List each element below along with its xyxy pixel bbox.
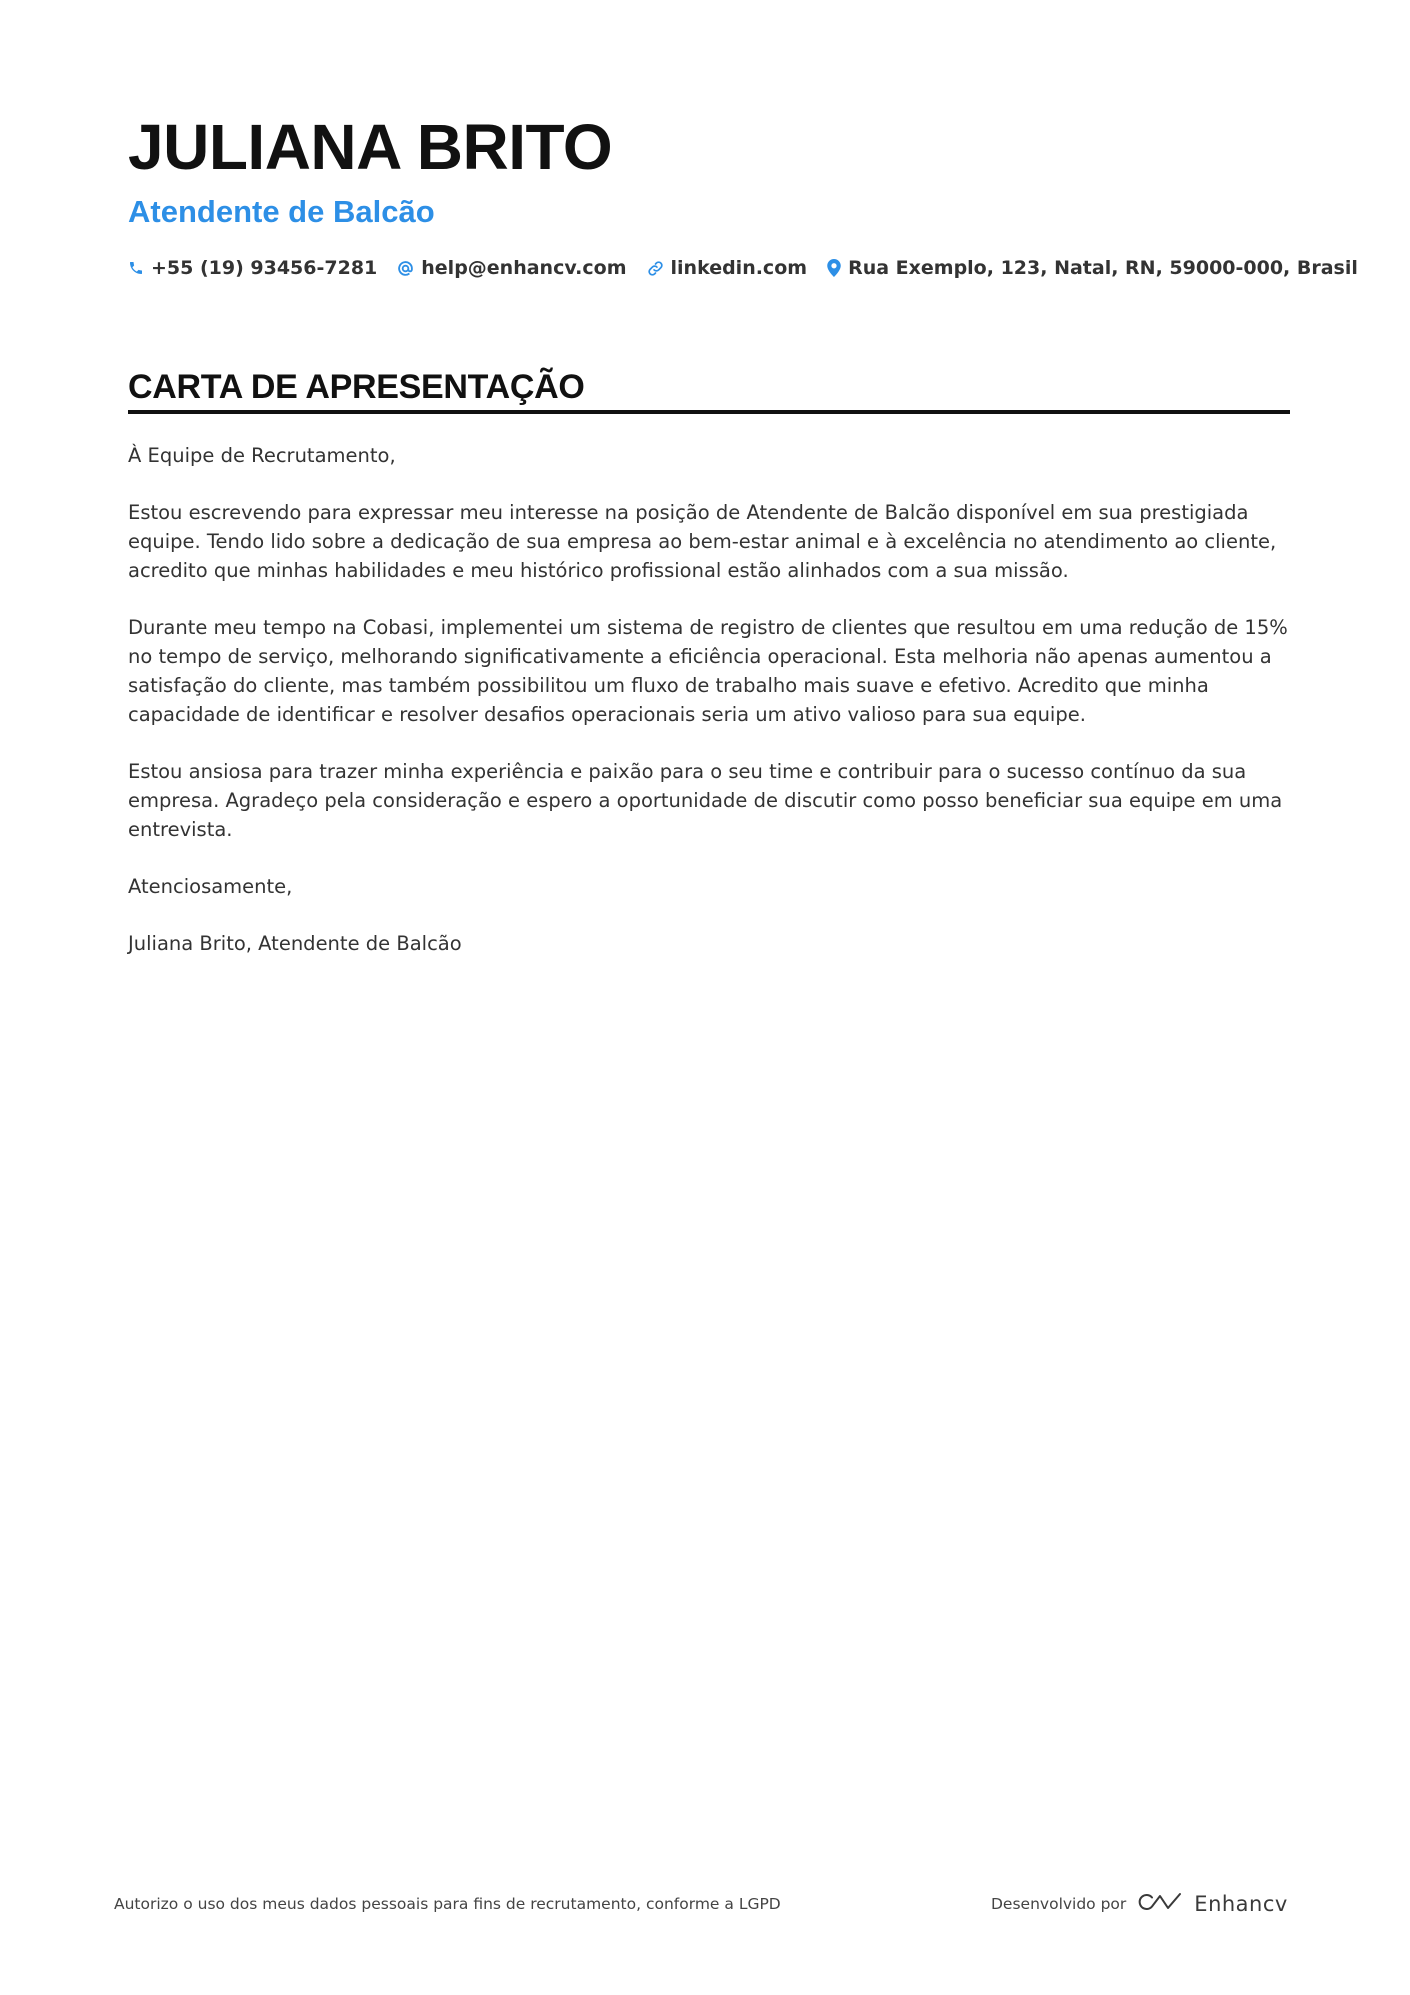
letter-paragraph: Durante meu tempo na Cobasi, implementei um sistema de registro de clientes que resultou em uma redução de 15% no tempo de serviço, melhorando significativamente a eficiência operacional. Esta melhoria não apenas aumentou a satisfação do cliente, mas também possibilitou um fluxo de trabalho mais suave e efetivo. Acredito que minha capacidade de identificar e resolver desafios operacionais seria um ativo valioso para sua equipe. (128, 616, 1288, 726)
powered-by[interactable] (991, 1890, 1288, 1918)
address-text: Rua Exemplo, 123, Natal, RN, 59000-000, Brasil (848, 257, 1358, 279)
contact-phone[interactable] (128, 257, 377, 279)
contact-bar (128, 253, 1358, 283)
email-text: help@enhancv.com (421, 257, 627, 279)
candidate-name: JULIANA BRITO (128, 111, 613, 183)
section-title: CARTA DE APRESENTAÇÃO (128, 368, 585, 406)
brand-name: Enhancv (1194, 1892, 1288, 1916)
location-pin-icon (827, 259, 841, 277)
contact-address (827, 257, 1358, 279)
phone-text: +55 (19) 93456-7281 (151, 257, 378, 279)
candidate-role: Atendente de Balcão (128, 194, 435, 229)
letter-signature: Juliana Brito, Atendente de Balcão (128, 932, 462, 955)
contact-linkedin[interactable] (647, 257, 808, 279)
letter-paragraph: Estou ansiosa para trazer minha experiência e paixão para o seu time e contribuir para o sucesso contínuo da sua empresa. Agradeço pela consideração e espero a oportunidade de discutir como posso beneficiar sua equipe em uma entrevista. (128, 760, 1283, 841)
enhancv-logo-icon (1136, 1890, 1184, 1918)
letter-paragraph: Estou escrevendo para expressar meu interesse na posição de Atendente de Balcão disponível em sua prestigiada equipe. Tendo lido sobre a dedicação de sua empresa ao bem-estar animal e à excelência no atendimento ao cliente, acredito que minhas habilidades e meu histórico profissional estão alinhados com a sua missão. (128, 501, 1277, 582)
powered-by-label: Desenvolvido por (991, 1895, 1127, 1913)
consent-note: Autorizo o uso dos meus dados pessoais para fins de recrutamento, conforme a LGPD (114, 1895, 781, 1913)
letter-body (128, 441, 1290, 986)
linkedin-text: linkedin.com (670, 257, 808, 279)
section-divider (128, 410, 1290, 414)
contact-email[interactable] (397, 257, 626, 279)
letter-greeting: À Equipe de Recrutamento, (128, 444, 396, 467)
phone-icon (128, 260, 144, 276)
link-icon (647, 260, 664, 277)
letter-closing: Atenciosamente, (128, 875, 293, 898)
at-icon (397, 260, 414, 277)
